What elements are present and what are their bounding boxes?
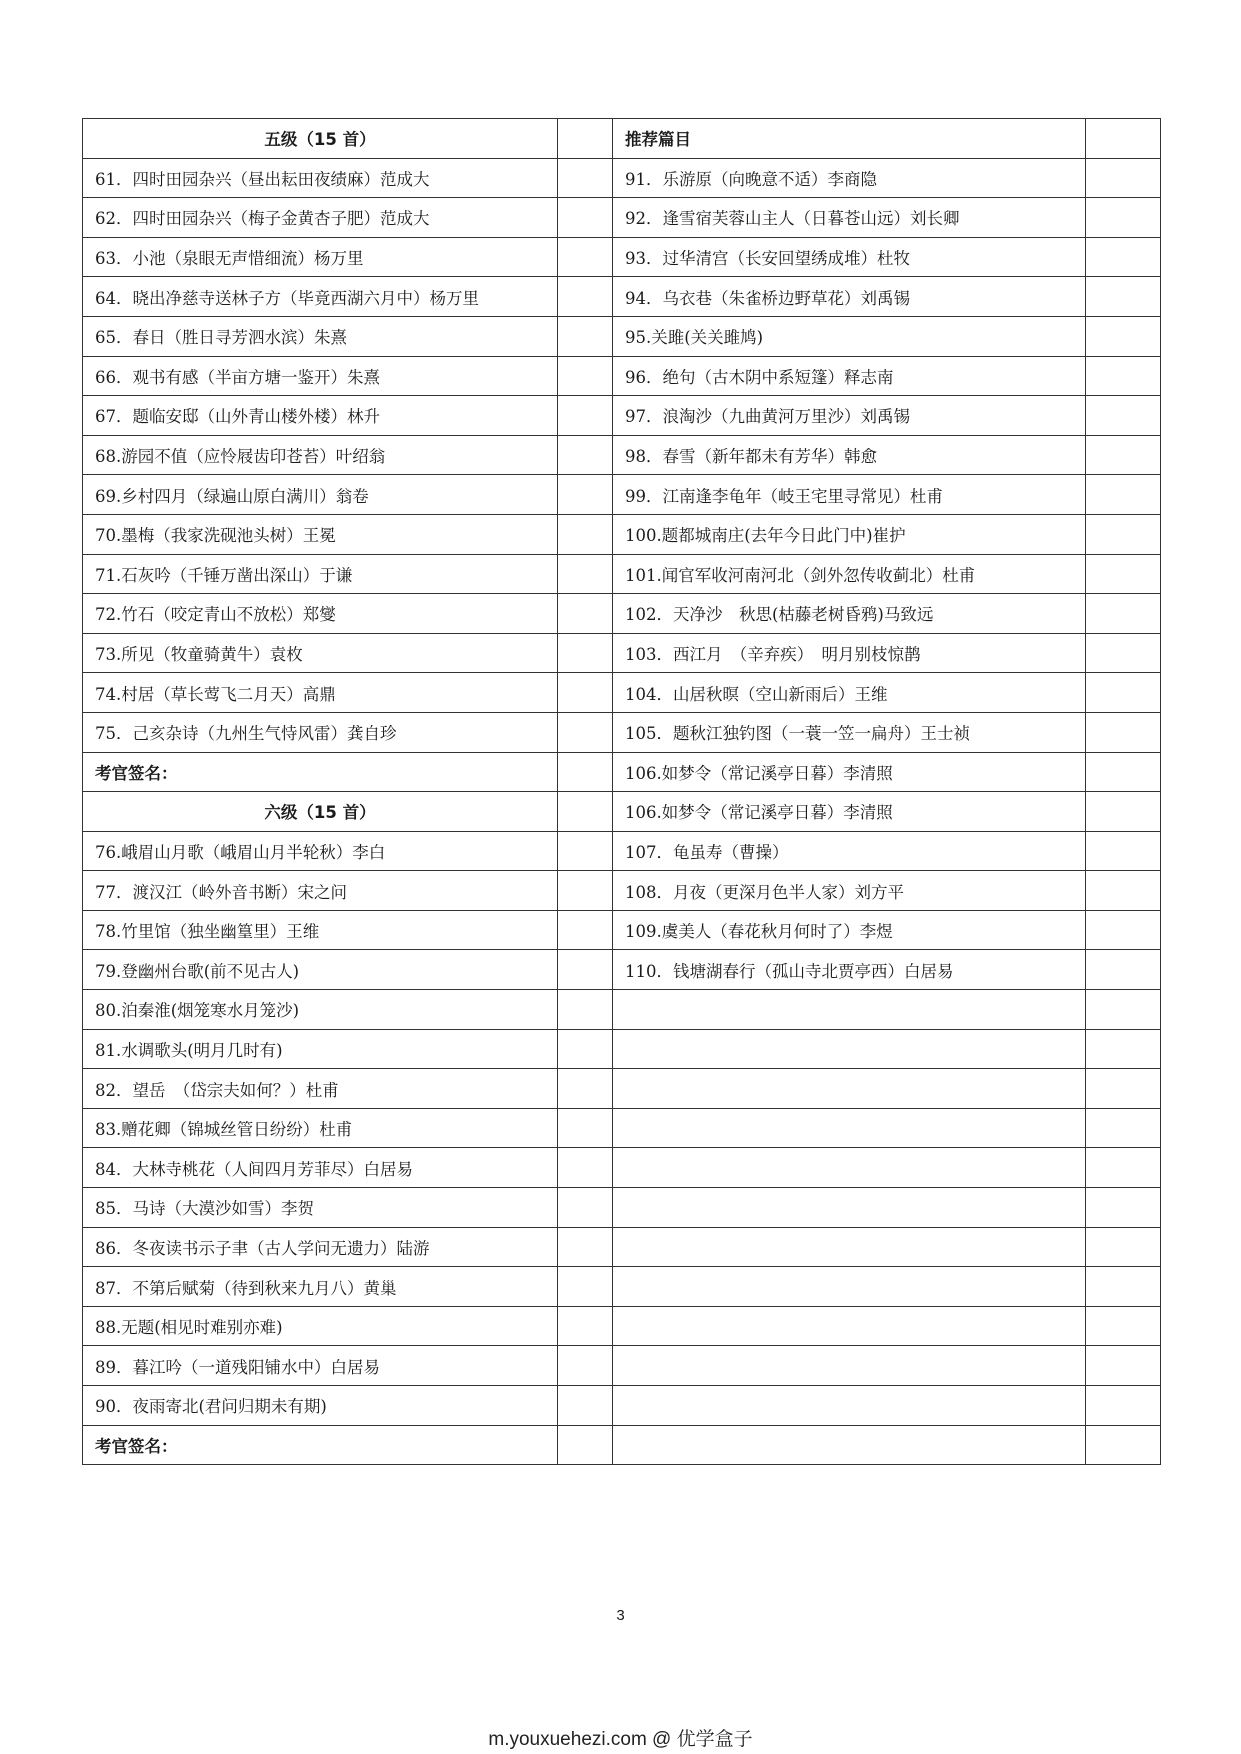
check-cell (1086, 316, 1161, 356)
check-cell (558, 594, 613, 634)
check-cell (558, 1425, 613, 1465)
check-cell (1086, 1069, 1161, 1109)
poem-entry (613, 990, 1086, 1030)
table-row (83, 237, 1161, 277)
poem-entry: 103．西江月 （辛弃疾） 明月别枝惊鹊 (613, 633, 1086, 673)
table-row (83, 1148, 1161, 1188)
poem-entry: 108．月夜（更深月色半人家）刘方平 (613, 871, 1086, 911)
table-row (83, 831, 1161, 871)
check-cell (558, 752, 613, 792)
check-cell (558, 990, 613, 1030)
poem-entry: 100.题都城南庄(去年今日此门中)崔护 (613, 514, 1086, 554)
table-row (83, 752, 1161, 792)
footer-watermark: m.youxuehezi.com @ 优学盒子 (488, 1729, 753, 1750)
table-row (83, 158, 1161, 198)
check-cell (558, 1386, 613, 1426)
table-row (83, 990, 1161, 1030)
poem-entry: 104．山居秋暝（空山新雨后）王维 (613, 673, 1086, 713)
check-cell (1086, 475, 1161, 515)
check-cell (558, 1306, 613, 1346)
check-cell (1086, 792, 1161, 832)
poem-entry (613, 1267, 1086, 1307)
table-row (83, 277, 1161, 317)
check-cell (1086, 1227, 1161, 1267)
check-cell (1086, 158, 1161, 198)
check-cell (558, 950, 613, 990)
check-cell (558, 712, 613, 752)
poem-entry: 72.竹石（咬定青山不放松）郑燮 (83, 594, 558, 634)
check-cell (558, 633, 613, 673)
poem-entry: 77．渡汉江（岭外音书断）宋之问 (83, 871, 558, 911)
poem-entry: 61．四时田园杂兴（昼出耘田夜绩麻）范成大 (83, 158, 558, 198)
table-row (83, 514, 1161, 554)
poem-entry: 88.无题(相见时难别亦难) (83, 1306, 558, 1346)
poem-entry: 64．晓出净慈寺送林子方（毕竟西湖六月中）杨万里 (83, 277, 558, 317)
check-cell (558, 277, 613, 317)
poem-entry: 63．小池（泉眼无声惜细流）杨万里 (83, 237, 558, 277)
check-cell (1086, 554, 1161, 594)
poem-entry: 107．龟虽寿（曹操） (613, 831, 1086, 871)
check-cell (1086, 356, 1161, 396)
table-row (83, 396, 1161, 436)
poem-entry: 69.乡村四月（绿遍山原白满川）翁卷 (83, 475, 558, 515)
poem-entry: 106.如梦令（常记溪亭日暮）李清照 (613, 752, 1086, 792)
poem-entry: 65．春日（胜日寻芳泗水滨）朱熹 (83, 316, 558, 356)
table-row (83, 871, 1161, 911)
poem-entry: 82．望岳 （岱宗夫如何？）杜甫 (83, 1069, 558, 1109)
poem-entry (613, 1188, 1086, 1228)
level-heading: 六级（15 首） (83, 792, 558, 832)
poem-entry (613, 1069, 1086, 1109)
check-cell (1086, 119, 1161, 159)
check-cell (1086, 594, 1161, 634)
examiner-signature-label: 考官签名： (83, 752, 558, 792)
check-cell (558, 792, 613, 832)
check-cell (558, 1029, 613, 1069)
poem-entry: 91．乐游原（向晚意不适）李商隐 (613, 158, 1086, 198)
check-cell (558, 237, 613, 277)
table-row (83, 435, 1161, 475)
poem-entry: 80.泊秦淮(烟笼寒水月笼沙) (83, 990, 558, 1030)
check-cell (1086, 871, 1161, 911)
recommended-heading: 推荐篇目 (613, 119, 1086, 159)
check-cell (558, 198, 613, 238)
check-cell (1086, 1188, 1161, 1228)
poem-entry: 86．冬夜读书示子聿（古人学问无遗力）陆游 (83, 1227, 558, 1267)
poem-entry: 92．逢雪宿芙蓉山主人（日暮苍山远）刘长卿 (613, 198, 1086, 238)
check-cell (558, 514, 613, 554)
check-cell (1086, 1267, 1161, 1307)
check-cell (1086, 950, 1161, 990)
poem-entry: 66．观书有感（半亩方塘一鉴开）朱熹 (83, 356, 558, 396)
poem-entry: 109.虞美人（春花秋月何时了）李煜 (613, 910, 1086, 950)
check-cell (1086, 752, 1161, 792)
poem-entry: 76.峨眉山月歌（峨眉山月半轮秋）李白 (83, 831, 558, 871)
table-row (83, 594, 1161, 634)
poem-entry: 101.闻官军收河南河北（剑外忽传收蓟北）杜甫 (613, 554, 1086, 594)
check-cell (558, 316, 613, 356)
table-row (83, 316, 1161, 356)
check-cell (1086, 1346, 1161, 1386)
table-row (83, 910, 1161, 950)
poem-entry (613, 1306, 1086, 1346)
examiner-signature-label: 考官签名： (83, 1425, 558, 1465)
table-row (83, 792, 1161, 832)
poem-entry (613, 1108, 1086, 1148)
table-row (83, 1029, 1161, 1069)
table-row (83, 554, 1161, 594)
table-row (83, 633, 1161, 673)
poem-entry: 78.竹里馆（独坐幽篁里）王维 (83, 910, 558, 950)
table-row (83, 1306, 1161, 1346)
poem-entry: 95.关雎(关关雎鸠) (613, 316, 1086, 356)
table-row (83, 1069, 1161, 1109)
check-cell (1086, 673, 1161, 713)
poem-entry: 83.赠花卿（锦城丝管日纷纷）杜甫 (83, 1108, 558, 1148)
table-row (83, 712, 1161, 752)
poem-entry: 85．马诗（大漠沙如雪）李贺 (83, 1188, 558, 1228)
check-cell (558, 158, 613, 198)
poem-entry: 87．不第后赋菊（待到秋来九月八）黄巢 (83, 1267, 558, 1307)
poem-entry: 102．天净沙 秋思(枯藤老树昏鸦)马致远 (613, 594, 1086, 634)
check-cell (558, 356, 613, 396)
table-row (83, 119, 1161, 159)
table-row (83, 1386, 1161, 1426)
poem-checklist-table (82, 118, 1161, 1465)
poem-entry: 94．乌衣巷（朱雀桥边野草花）刘禹锡 (613, 277, 1086, 317)
table-row (83, 1108, 1161, 1148)
poem-entry: 75．己亥杂诗（九州生气恃风雷）龚自珍 (83, 712, 558, 752)
check-cell (558, 1267, 613, 1307)
check-cell (1086, 1108, 1161, 1148)
check-cell (1086, 237, 1161, 277)
table-row (83, 356, 1161, 396)
poem-entry: 89．暮江吟（一道残阳铺水中）白居易 (83, 1346, 558, 1386)
check-cell (1086, 198, 1161, 238)
poem-entry: 70.墨梅（我家洗砚池头树）王冕 (83, 514, 558, 554)
table-row (83, 950, 1161, 990)
check-cell (558, 1069, 613, 1109)
check-cell (558, 554, 613, 594)
table-row (83, 198, 1161, 238)
check-cell (1086, 514, 1161, 554)
check-cell (1086, 1386, 1161, 1426)
check-cell (558, 1188, 613, 1228)
poem-entry (613, 1029, 1086, 1069)
check-cell (558, 673, 613, 713)
check-cell (1086, 1306, 1161, 1346)
check-cell (1086, 1148, 1161, 1188)
check-cell (558, 1148, 613, 1188)
check-cell (1086, 1029, 1161, 1069)
check-cell (558, 396, 613, 436)
check-cell (1086, 910, 1161, 950)
check-cell (558, 475, 613, 515)
check-cell (558, 1108, 613, 1148)
check-cell (558, 1227, 613, 1267)
poem-entry: 97．浪淘沙（九曲黄河万里沙）刘禹锡 (613, 396, 1086, 436)
check-cell (1086, 435, 1161, 475)
poem-entry (613, 1346, 1086, 1386)
poem-entry: 110．钱塘湖春行（孤山寺北贾亭西）白居易 (613, 950, 1086, 990)
poem-entry: 74.村居（草长莺飞二月天）高鼎 (83, 673, 558, 713)
poem-entry: 81.水调歌头(明月几时有) (83, 1029, 558, 1069)
poem-entry (613, 1227, 1086, 1267)
level-heading: 五级（15 首） (83, 119, 558, 159)
check-cell (558, 1346, 613, 1386)
check-cell (558, 910, 613, 950)
poem-entry: 84．大林寺桃花（人间四月芳菲尽）白居易 (83, 1148, 558, 1188)
poem-entry: 79.登幽州台歌(前不见古人) (83, 950, 558, 990)
table-row (83, 1267, 1161, 1307)
poem-entry: 62．四时田园杂兴（梅子金黄杏子肥）范成大 (83, 198, 558, 238)
check-cell (558, 831, 613, 871)
check-cell (1086, 633, 1161, 673)
table-row (83, 1188, 1161, 1228)
poem-entry: 93．过华清宫（长安回望绣成堆）杜牧 (613, 237, 1086, 277)
poem-entry (613, 1386, 1086, 1426)
table-row (83, 1227, 1161, 1267)
poem-entry: 68.游园不值（应怜屐齿印苍苔）叶绍翁 (83, 435, 558, 475)
check-cell (1086, 1425, 1161, 1465)
check-cell (1086, 712, 1161, 752)
poem-entry: 90．夜雨寄北(君问归期未有期) (83, 1386, 558, 1426)
check-cell (558, 435, 613, 475)
poem-entry (613, 1425, 1086, 1465)
check-cell (558, 871, 613, 911)
poem-entry: 105．题秋江独钓图（一蓑一笠一扁舟）王士祯 (613, 712, 1086, 752)
poem-entry: 106.如梦令（常记溪亭日暮）李清照 (613, 792, 1086, 832)
check-cell (558, 119, 613, 159)
table-row (83, 1346, 1161, 1386)
poem-entry: 98．春雪（新年都未有芳华）韩愈 (613, 435, 1086, 475)
check-cell (1086, 831, 1161, 871)
check-cell (1086, 990, 1161, 1030)
table-row (83, 1425, 1161, 1465)
poem-entry: 67．题临安邸（山外青山楼外楼）林升 (83, 396, 558, 436)
page-number: 3 (616, 1607, 625, 1624)
table-row (83, 673, 1161, 713)
poem-entry: 71.石灰吟（千锤万凿出深山）于谦 (83, 554, 558, 594)
poem-entry: 96．绝句（古木阴中系短篷）释志南 (613, 356, 1086, 396)
poem-entry (613, 1148, 1086, 1188)
check-cell (1086, 396, 1161, 436)
table-row (83, 475, 1161, 515)
check-cell (1086, 277, 1161, 317)
poem-entry: 73.所见（牧童骑黄牛）袁枚 (83, 633, 558, 673)
poem-entry: 99．江南逢李龟年（岐王宅里寻常见）杜甫 (613, 475, 1086, 515)
